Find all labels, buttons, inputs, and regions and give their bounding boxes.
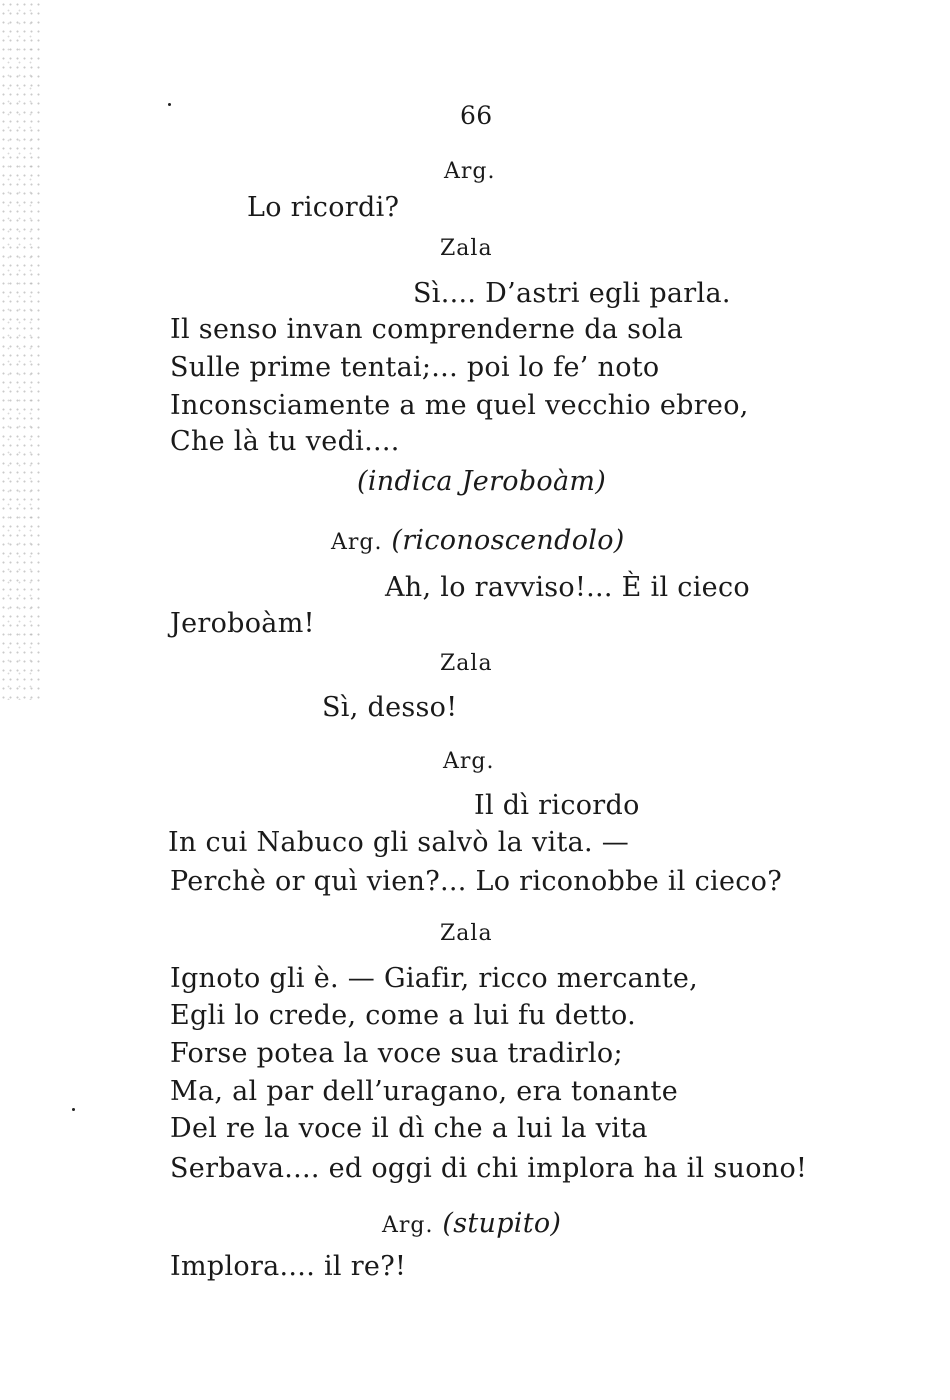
verse-line: In cui Nabuco gli salvò la vita. — [168,827,630,858]
print-speck [168,103,171,106]
speaker-label: Zala [440,236,493,261]
speaker-label: Arg. [443,749,495,774]
verse-line: Inconsciamente a me quel vecchio ebreo, [170,390,749,421]
verse-line: Ah, lo ravviso!... È il cieco [385,572,750,603]
verse-line: Che là tu vedi.... [170,426,400,457]
speaker-line [382,1208,561,1242]
verse-line: Il senso invan comprenderne da sola [170,314,684,345]
verse-line: Del re la voce il dì che a lui la vita [170,1113,648,1144]
verse-line: Sì.... D’astri egli parla. [413,278,731,309]
verse-line: Egli lo crede, come a lui fu detto. [170,1000,637,1031]
verse-line: Jeroboàm! [170,608,315,639]
verse-line: Implora.... il re?! [170,1251,407,1282]
verse-line: Forse potea la voce sua tradirlo; [170,1038,623,1069]
speaker-line [331,525,625,559]
print-speck [72,1108,75,1111]
speaker-label: Zala [440,651,493,676]
verse-line: Ignoto gli è. — Giafir, ricco mercante, [170,963,699,994]
verse-line: Sulle prime tentai;... poi lo fe’ noto [170,352,660,383]
page-number: 66 [460,101,493,130]
stage-direction: (riconoscendolo) [391,525,625,556]
speaker-label: Arg. [331,530,383,555]
verse-line: Lo ricordi? [247,192,400,223]
verse-line: Il dì ricordo [474,790,640,821]
speaker-label: Arg. [382,1213,434,1238]
verse-line: Serbava.... ed oggi di chi implora ha il suono! [170,1153,808,1184]
stage-direction: (stupito) [442,1208,562,1239]
speaker-label: Arg. [444,159,496,184]
stage-direction: (indica Jeroboàm) [357,466,607,497]
verse-line: Ma, al par dell’uragano, era tonante [170,1076,678,1107]
verse-line: Sì, desso! [322,692,458,723]
verse-line: Perchè or quì vien?... Lo riconobbe il cieco? [170,866,783,897]
speaker-label: Zala [440,921,493,946]
page-edge-speckle [0,0,40,700]
